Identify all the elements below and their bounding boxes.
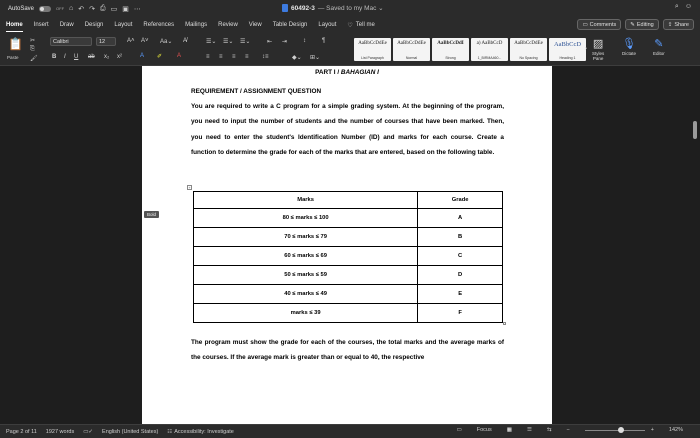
focus-icon: ▭ (456, 427, 462, 433)
marks-cell[interactable]: 70 ≤ marks ≤ 79 (194, 228, 418, 247)
proofing-icon[interactable]: ▭✓ (83, 428, 94, 435)
tab-review[interactable]: Review (218, 22, 238, 28)
document-page[interactable] (142, 66, 552, 424)
multilevel-list-icon[interactable]: ☰⌄ (240, 39, 251, 45)
editor-label: Editor (653, 51, 665, 56)
table-move-handle[interactable]: + (188, 185, 191, 190)
customize-icon[interactable]: ⋯ (133, 5, 141, 13)
sort-icon[interactable]: ↕ (303, 38, 306, 44)
font-name-select[interactable] (50, 37, 92, 46)
style-name: Heading 1 (559, 56, 576, 60)
grade-cell[interactable]: B (418, 228, 503, 247)
styles-gallery (354, 38, 586, 61)
align-left-icon[interactable]: ≡ (206, 54, 210, 60)
print-layout-icon[interactable]: ▦ (506, 427, 512, 433)
style-heading-1[interactable] (549, 38, 586, 61)
title-bar (0, 0, 700, 17)
line-spacing-icon[interactable]: ↕≡ (262, 54, 269, 60)
output-paragraph: The program must show the grade for each of the courses, the total marks and the average marks of the courses. If the average mark is greater than or equal to 40, the respective (191, 339, 504, 362)
tab-table-design[interactable]: Table Design (272, 22, 308, 28)
style-custom-list[interactable] (471, 38, 508, 61)
tell-me-label: Tell me (355, 22, 375, 28)
style-list-paragraph[interactable] (354, 38, 391, 61)
style-name: List Paragraph (361, 56, 384, 60)
share-label: Share (674, 21, 689, 28)
accessibility-icon: ☷ (167, 428, 173, 435)
style-sample: AaBbCcD (553, 41, 582, 48)
word-count[interactable]: 1927 words (45, 428, 75, 435)
autosave-state: OFF (56, 6, 65, 11)
cut-icon[interactable]: ✂ (30, 38, 36, 44)
focus-button[interactable]: Focus (476, 427, 492, 433)
print-icon[interactable]: ⎙ (100, 4, 106, 12)
tab-references[interactable]: References (143, 22, 175, 28)
copy-icon[interactable]: ⎘ (30, 46, 35, 52)
tell-me-search[interactable] (347, 22, 374, 29)
align-right-icon[interactable]: ≡ (232, 54, 236, 60)
underline-icon[interactable]: U (74, 54, 79, 60)
comment-icon: ▭ (582, 21, 588, 28)
style-name: Strong (445, 56, 456, 60)
style-name: No Spacing (519, 56, 538, 60)
strikethrough-icon[interactable]: ab (88, 54, 95, 60)
decrease-indent-icon[interactable]: ⇤ (267, 39, 273, 45)
style-no-spacing[interactable] (510, 38, 547, 61)
tab-layout[interactable]: Layout (114, 22, 133, 28)
font-size-select[interactable] (96, 37, 116, 46)
style-strong[interactable] (432, 38, 469, 61)
increase-indent-icon[interactable]: ⇥ (282, 39, 288, 45)
grading-table[interactable] (193, 191, 503, 323)
shading-icon[interactable]: ◆⌄ (292, 55, 302, 61)
part-heading-italic: BAHAGIAN I (340, 69, 379, 76)
read-mode-icon[interactable]: ⇆ (546, 427, 552, 433)
grade-cell[interactable]: C (418, 247, 503, 266)
doc-name: 60492-3 (291, 4, 315, 12)
table-row (194, 266, 503, 285)
style-sample: AaBbCcDdEe (514, 41, 543, 46)
microphone-icon: 🎙 (622, 38, 636, 50)
accessibility-status[interactable]: Accessibility: Investigate (174, 428, 234, 435)
borders-icon[interactable]: ⊞⌄ (310, 55, 321, 61)
styles-pane-label: Styles Pane (592, 51, 605, 61)
text-effects-icon[interactable]: A (140, 53, 145, 59)
part-heading (142, 69, 552, 76)
part-heading-plain: PART I / (315, 69, 341, 76)
styles-pane-icon: ▨ (592, 38, 604, 50)
autosave-label: AutoSave (8, 5, 35, 12)
table-row (194, 247, 503, 266)
share-button[interactable] (663, 19, 694, 30)
table-row (194, 285, 503, 304)
word-doc-icon (282, 4, 288, 12)
dictate-label: Dictate (622, 51, 637, 56)
clear-format-icon[interactable]: A̸ (183, 38, 188, 44)
table-row (194, 209, 503, 228)
bullets-icon[interactable]: ☰⌄ (206, 39, 217, 45)
editor-button[interactable] (653, 37, 665, 56)
marks-cell[interactable]: 50 ≤ marks ≤ 59 (194, 266, 418, 285)
table-header-row (194, 192, 503, 209)
instructions-paragraph: You are required to write a C program for a simple grading system. At the beginning of the program, you need to input the number of students and the number of courses that have been marked. Then, you need to enter the student's Identification Number (ID) and marks for each course. Create a function to determine the grade for each of the marks that are entered, based on the following table. (191, 103, 504, 157)
document-title (282, 4, 384, 12)
paste-icon[interactable]: 📋 (8, 37, 23, 51)
zoom-in-icon[interactable]: + (650, 427, 654, 433)
header-marks[interactable]: Marks (194, 192, 418, 209)
header-grade[interactable]: Grade (418, 192, 503, 209)
style-normal[interactable] (393, 38, 430, 61)
numbering-icon[interactable]: ☰⌄ (223, 39, 234, 45)
share-icon: ⇪ (667, 21, 673, 28)
home-icon[interactable]: ⌂ (69, 5, 74, 12)
zoom-level[interactable]: 142% (668, 427, 683, 433)
style-name: Normal (405, 56, 418, 60)
zoom-out-icon[interactable]: − (566, 427, 570, 433)
font-color-icon[interactable]: A (177, 53, 182, 59)
undo-icon[interactable]: ↶ (78, 5, 85, 13)
tab-home[interactable]: Home (6, 22, 23, 28)
status-bar (0, 424, 700, 438)
table-resize-handle[interactable] (503, 322, 506, 325)
zoom-slider-thumb[interactable] (618, 427, 624, 433)
tab-mailings[interactable]: Mailings (185, 22, 208, 28)
dictate-button[interactable] (622, 37, 636, 56)
grade-cell[interactable]: E (418, 285, 503, 304)
editing-button[interactable] (625, 19, 658, 30)
table-row (194, 228, 503, 247)
comments-button[interactable] (577, 19, 621, 30)
bold-tooltip: Bold (144, 211, 159, 218)
change-case-icon[interactable]: Aa⌄ (160, 39, 173, 45)
marks-cell[interactable]: marks ≤ 39 (194, 304, 418, 323)
marks-cell[interactable]: 40 ≤ marks ≤ 49 (194, 285, 418, 304)
table-row (194, 304, 503, 323)
save-status[interactable]: — Saved to my Mac ⌄ (317, 5, 384, 12)
shrink-font-icon[interactable]: A˅ (141, 38, 149, 44)
superscript-icon[interactable]: x² (117, 54, 122, 60)
editing-label: Editing (636, 21, 654, 28)
style-name: 1_BIRMA460... (477, 56, 502, 60)
align-center-icon[interactable]: ≡ (219, 54, 223, 60)
page-count[interactable]: Page 2 of 11 (6, 428, 37, 435)
highlight-icon[interactable]: ✐ (157, 54, 163, 60)
document-workspace[interactable] (0, 66, 700, 424)
font-size-value: 12 (99, 38, 106, 45)
new-doc-icon[interactable]: ▭ (110, 5, 118, 13)
tab-insert[interactable]: Insert (33, 22, 49, 28)
requirement-heading: REQUIREMENT / ASSIGNMENT QUESTION (191, 88, 322, 95)
search-icon[interactable]: ⌕ (674, 3, 679, 10)
justify-icon[interactable]: ≡ (245, 54, 249, 60)
bold-icon[interactable]: B (52, 54, 57, 60)
save-icon[interactable]: ▣ (122, 5, 129, 13)
ribbon-tabs (0, 17, 700, 33)
language-status[interactable]: English (United States) (102, 428, 159, 435)
subscript-icon[interactable]: x₂ (104, 54, 110, 60)
styles-pane-button[interactable] (592, 37, 604, 61)
style-sample: AaBbCcDdI (437, 41, 464, 46)
web-layout-icon[interactable]: ☰ (526, 427, 532, 433)
grow-font-icon[interactable]: A˄ (127, 38, 135, 44)
grade-cell[interactable]: A (418, 209, 503, 228)
pencil-icon: ✎ (630, 21, 635, 28)
italic-icon[interactable]: I (64, 54, 66, 60)
style-sample: AaBbCcDdEe (358, 41, 387, 46)
grade-cell[interactable]: D (418, 266, 503, 285)
tab-table-layout[interactable]: Layout (318, 22, 337, 28)
tab-design[interactable]: Design (84, 22, 104, 28)
styles-more-icon[interactable]: › (585, 46, 587, 52)
style-sample: a) AaBbCcD (476, 41, 503, 46)
autosave-toggle[interactable] (39, 6, 51, 12)
grade-cell[interactable]: F (418, 304, 503, 323)
vertical-scrollbar[interactable] (693, 121, 697, 139)
style-sample: AaBbCcDdEe (397, 41, 426, 46)
tab-draw[interactable]: Draw (59, 22, 74, 28)
show-formatting-icon[interactable]: ¶ (322, 38, 326, 44)
redo-icon[interactable]: ↷ (89, 5, 96, 13)
lightbulb-icon: ♡ (347, 22, 353, 29)
account-icon[interactable]: ☺ (684, 3, 692, 10)
tab-view[interactable]: View (248, 22, 262, 28)
format-painter-icon[interactable]: 🖌 (30, 56, 38, 62)
paste-label: Paste (7, 55, 19, 60)
comments-label: Comments (589, 21, 617, 28)
marks-cell[interactable]: 80 ≤ marks ≤ 100 (194, 209, 418, 228)
editor-icon: ✎ (654, 38, 664, 50)
marks-cell[interactable]: 60 ≤ marks ≤ 69 (194, 247, 418, 266)
font-name-value: Calibri (53, 38, 69, 45)
zoom-slider[interactable] (585, 430, 645, 431)
